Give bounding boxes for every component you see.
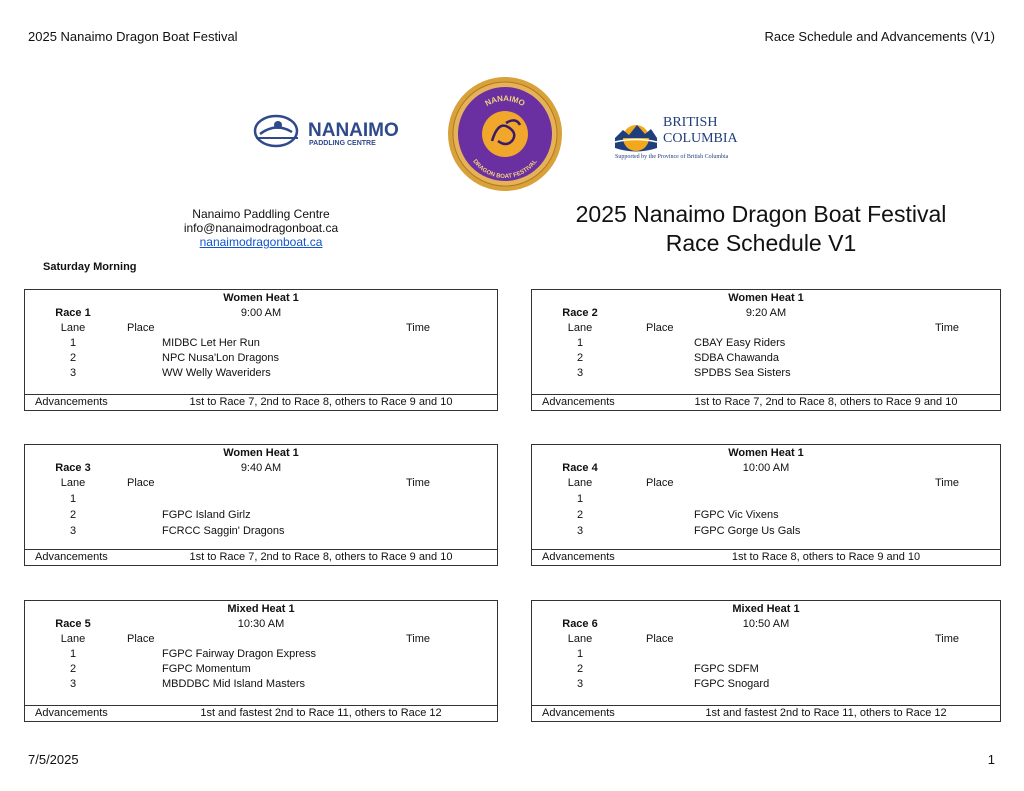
npc-logo-name: NANAIMO [308, 120, 399, 141]
advancements-text: 1st and fastest 2nd to Race 11, others to Race 12 [200, 707, 442, 719]
race-number: Race 3 [55, 462, 91, 474]
contact-email: info@nanaimodragonboat.ca [183, 221, 339, 235]
lane-number: 3 [576, 678, 584, 690]
race-number: Race 2 [562, 307, 598, 319]
race-card-3 [24, 444, 498, 566]
title-line-1: 2025 Nanaimo Dragon Boat Festival [575, 201, 947, 227]
team-name: MBDDBC Mid Island Masters [162, 678, 306, 690]
time-column-header: Time [405, 633, 431, 645]
team-name: WW Welly Waveriders [162, 367, 271, 379]
british-columbia-logo [613, 108, 755, 162]
lane-number: 3 [69, 367, 77, 379]
lane-number: 3 [69, 678, 77, 690]
heat-label: Mixed Heat 1 [732, 603, 800, 615]
race-card-2 [531, 289, 1001, 411]
time-column-header: Time [934, 633, 960, 645]
heat-label: Women Heat 1 [728, 292, 804, 304]
team-name: SPDBS Sea Sisters [694, 367, 791, 379]
race-number: Race 5 [55, 618, 91, 630]
website-link[interactable]: nanaimodragonboat.ca [199, 235, 323, 249]
lane-number: 2 [576, 509, 584, 521]
lane-column-header: Lane [60, 477, 86, 489]
place-column-header: Place [127, 633, 155, 645]
page-number: 1 [987, 752, 995, 767]
race-time: 9:00 AM [240, 307, 282, 319]
race-time: 9:20 AM [745, 307, 787, 319]
race-number: Race 1 [55, 307, 91, 319]
lane-number: 1 [69, 493, 77, 505]
lane-number: 2 [576, 352, 584, 364]
race-number: Race 6 [562, 618, 598, 630]
document-title [520, 200, 1002, 258]
team-name: FGPC Snogard [694, 678, 770, 690]
heat-label: Women Heat 1 [728, 447, 804, 459]
bc-logo-line1: BRITISH [663, 115, 718, 130]
team-name: SDBA Chawanda [694, 352, 779, 364]
nanaimo-paddling-centre-logo [252, 112, 407, 152]
lane-number: 3 [576, 367, 584, 379]
advancements-row [25, 549, 497, 565]
lane-number: 3 [576, 525, 584, 537]
advancements-label: Advancements [35, 707, 108, 719]
lane-number: 1 [69, 337, 77, 349]
lane-number: 1 [576, 337, 584, 349]
team-name: FGPC SDFM [694, 663, 759, 675]
advancements-label: Advancements [542, 396, 615, 408]
advancements-label: Advancements [542, 707, 615, 719]
advancements-text: 1st to Race 7, 2nd to Race 8, others to Race 9 and 10 [694, 396, 958, 408]
team-name: MIDBC Let Her Run [162, 337, 260, 349]
heat-label: Mixed Heat 1 [227, 603, 295, 615]
team-name: FGPC Gorge Us Gals [694, 525, 801, 537]
race-time: 9:40 AM [240, 462, 282, 474]
lane-number: 2 [69, 509, 77, 521]
contact-block [160, 207, 362, 249]
team-name: CBAY Easy Riders [694, 337, 786, 349]
page-header-right: Race Schedule and Advancements (V1) [764, 29, 995, 44]
lane-number: 3 [69, 525, 77, 537]
race-card-4 [531, 444, 1001, 566]
race-card-1 [24, 289, 498, 411]
lane-number: 1 [69, 648, 77, 660]
place-column-header: Place [646, 633, 674, 645]
advancements-row [532, 549, 1000, 565]
npc-logo-sub: PADDLING CENTRE [309, 140, 376, 147]
section-heading: Saturday Morning [43, 261, 137, 273]
dragon-boat-festival-badge [446, 75, 564, 193]
team-name: FGPC Fairway Dragon Express [162, 648, 317, 660]
advancements-row [25, 705, 497, 721]
advancements-label: Advancements [35, 396, 108, 408]
badge-bottom-text: DRAGON BOAT FESTIVAL [471, 158, 539, 181]
team-name: FGPC Island Girlz [162, 509, 251, 521]
lane-number: 2 [69, 663, 77, 675]
heat-label: Women Heat 1 [223, 447, 299, 459]
advancements-row [25, 394, 497, 410]
place-column-header: Place [646, 322, 674, 334]
lane-number: 1 [576, 493, 584, 505]
lane-number: 2 [576, 663, 584, 675]
title-line-2: Race Schedule V1 [665, 230, 857, 256]
lane-column-header: Lane [567, 477, 593, 489]
heat-label: Women Heat 1 [223, 292, 299, 304]
place-column-header: Place [127, 322, 155, 334]
team-name: NPC Nusa'Lon Dragons [162, 352, 280, 364]
contact-org: Nanaimo Paddling Centre [192, 207, 330, 221]
bc-logo-tagline: Supported by the Province of British Columbia [615, 154, 729, 160]
advancements-row [532, 705, 1000, 721]
lane-column-header: Lane [567, 633, 593, 645]
race-card-6 [531, 600, 1001, 722]
team-name: FGPC Momentum [162, 663, 251, 675]
team-name: FGPC Vic Vixens [694, 509, 779, 521]
advancements-text: 1st to Race 7, 2nd to Race 8, others to Race 9 and 10 [189, 396, 453, 408]
lane-column-header: Lane [60, 322, 86, 334]
race-card-5 [24, 600, 498, 722]
advancements-text: 1st and fastest 2nd to Race 11, others to Race 12 [705, 707, 947, 719]
badge-top-text: NANAIMO [483, 93, 527, 109]
race-time: 10:30 AM [237, 618, 285, 630]
race-time: 10:50 AM [742, 618, 790, 630]
advancements-label: Advancements [542, 551, 615, 563]
advancements-text: 1st to Race 8, others to Race 9 and 10 [731, 551, 921, 563]
advancements-label: Advancements [35, 551, 108, 563]
footer-date: 7/5/2025 [28, 752, 79, 767]
race-number: Race 4 [562, 462, 598, 474]
time-column-header: Time [934, 322, 960, 334]
lane-number: 2 [69, 352, 77, 364]
lane-column-header: Lane [60, 633, 86, 645]
time-column-header: Time [934, 477, 960, 489]
advancements-row [532, 394, 1000, 410]
time-column-header: Time [405, 322, 431, 334]
team-name: FCRCC Saggin' Dragons [162, 525, 285, 537]
lane-column-header: Lane [567, 322, 593, 334]
place-column-header: Place [127, 477, 155, 489]
advancements-text: 1st to Race 7, 2nd to Race 8, others to Race 9 and 10 [189, 551, 453, 563]
place-column-header: Place [646, 477, 674, 489]
race-time: 10:00 AM [742, 462, 790, 474]
page-header-left: 2025 Nanaimo Dragon Boat Festival [28, 29, 238, 44]
lane-number: 1 [576, 648, 584, 660]
time-column-header: Time [405, 477, 431, 489]
bc-logo-line2: COLUMBIA [663, 131, 738, 146]
